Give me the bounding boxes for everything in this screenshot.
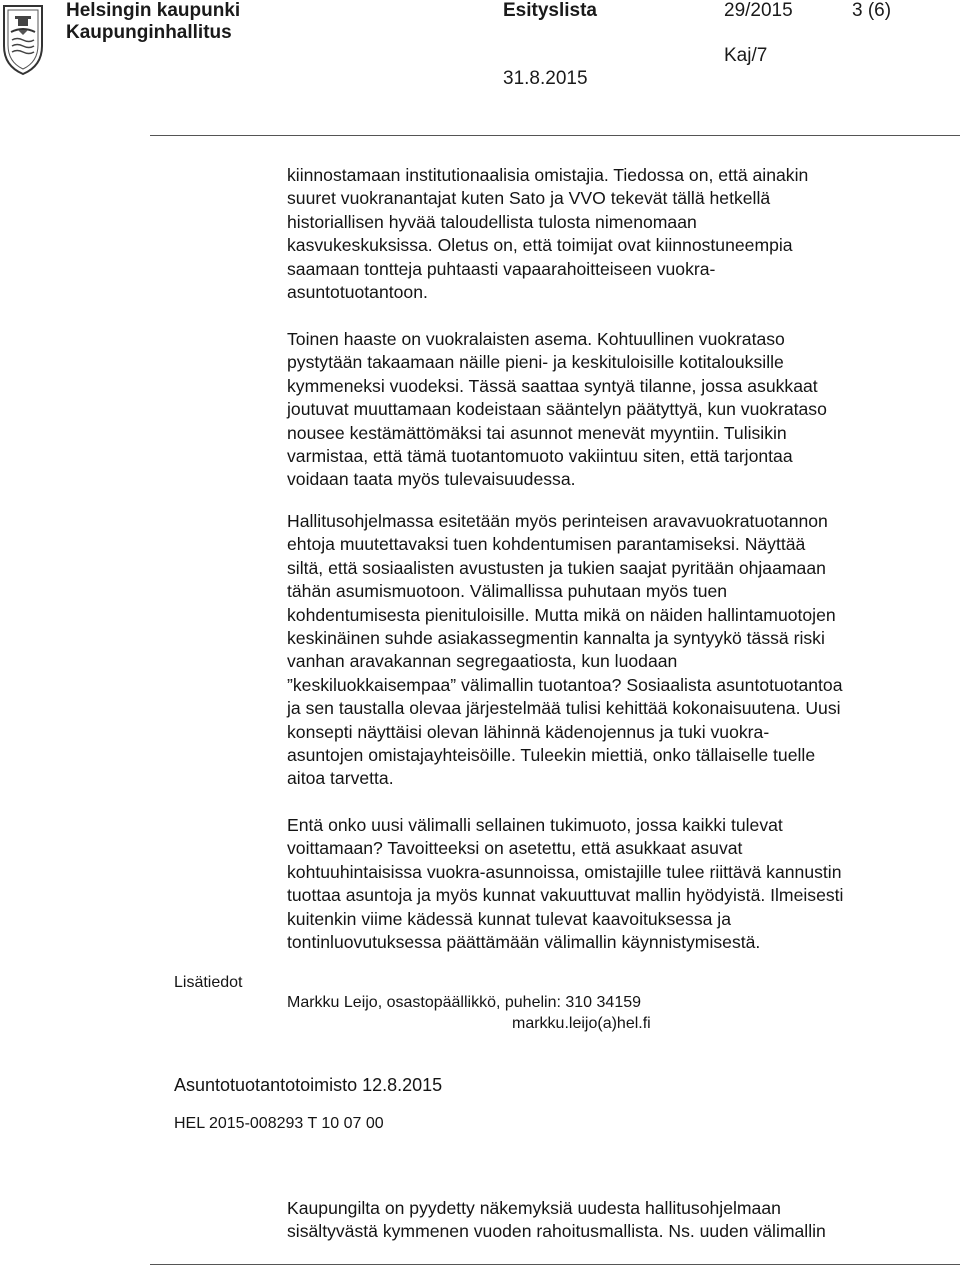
text-line: ”keskiluokkaisempaa” välimallin tuotantoa? Sosiaalista asuntotuotantoa	[287, 674, 843, 695]
text-line: kohtuuhintaisissa vuokra-asunnoissa, omistajille tulee riittävä kannustin	[287, 861, 842, 882]
text-line: vanhan aravakannan segregaatiosta, kun luodaan	[287, 651, 678, 672]
paragraph-2	[287, 328, 827, 492]
statement-body	[287, 1197, 826, 1244]
header-divider	[150, 135, 960, 136]
paragraph-1	[287, 164, 808, 304]
text-line: joutuvat muuttamaan kodeistaan sääntelyn päätyttyä, kun vuokrataso	[287, 399, 827, 420]
text-line: kuitenkin viime kädessä kunnat tulevat kaavoituksessa ja	[287, 908, 731, 929]
paragraph-3	[287, 510, 843, 791]
meeting-date: 31.8.2015	[503, 68, 588, 89]
footer-divider	[150, 1264, 960, 1265]
text-line: saamaan tontteja puhtaasti vapaarahoitteiseen vuokra-	[287, 258, 716, 279]
text-line: kymmeneksi vuodeksi. Tässä saattaa syntyä tilanne, jossa asukkaat	[287, 375, 818, 396]
text-line: ja sen taustalla olevaa järjestelmää tulisi kehittää kokonaisuutena. Uusi	[287, 698, 841, 719]
text-line: konsepti näyttäisi olevan lähinnä kädenojennus ja tuki vuokra-	[287, 721, 770, 742]
text-line: tuottaa asuntoja ja myös kunnat vakuuttuvat mallin hyödyistä. Ilmeisesti	[287, 885, 844, 906]
contact-email: markku.leijo(a)hel.fi	[512, 1015, 651, 1032]
text-line: nousee kestämättömäksi tai asunnot menevät myyntiin. Tulisikin	[287, 422, 787, 443]
agenda-item: Kaj/7	[724, 45, 768, 66]
text-line: kiinnostamaan institutionaalisia omistajia. Tiedossa on, että ainakin	[287, 165, 809, 185]
body-name: Kaupunginhallitus	[66, 22, 232, 43]
additional-info-label: Lisätiedot	[174, 974, 243, 991]
text-line: voidaan taata myös tulevaisuudessa.	[287, 469, 576, 490]
text-line: Entä onko uusi välimalli sellainen tukimuoto, jossa kaikki tulevat	[287, 815, 783, 835]
text-line: suuret vuokranantajat kuten Sato ja VVO tekevät tällä hetkellä	[287, 188, 771, 209]
text-line: Kaupungilta on pyydetty näkemyksiä uudesta hallitusohjelmaan	[287, 1198, 781, 1218]
contact-person: Markku Leijo, osastopäällikkö, puhelin: 310 34159	[287, 994, 642, 1011]
text-line: pystytään takaamaan näille pieni- ja keskituloisille kotitalouksille	[287, 352, 784, 373]
document-number: 29/2015	[724, 0, 793, 21]
text-line: voittamaan? Tavoitteeksi on asetettu, että asukkaat asuvat	[287, 838, 743, 859]
text-line: varmistaa, että tämä tuotantomuoto vakiintuu siten, että tarjontaa	[287, 446, 793, 467]
helsinki-coat-of-arms-logo	[0, 2, 46, 78]
text-line: historiallisen hyvää taloudellista tulosta nimenomaan	[287, 211, 697, 232]
text-line: tähän asumismuotoon. Välimallissa puhutaan myös tuen	[287, 581, 728, 602]
paragraph-4	[287, 814, 843, 954]
text-line: sisältyvästä kymmenen vuoden rahoitusmallista. Ns. uuden välimallin	[287, 1221, 826, 1242]
text-line: Toinen haaste on vuokralaisten asema. Kohtuullinen vuokrataso	[287, 329, 785, 349]
text-line: Hallitusohjelmassa esitetään myös perinteisen aravavuokratuotannon	[287, 511, 828, 531]
text-line: aitoa tarvetta.	[287, 768, 394, 789]
statement-title: Asuntotuotantotoimisto 12.8.2015	[174, 1075, 443, 1095]
text-line: siltä, että sosiaalisten avustusten ja tukien saajat pyritään ohjaamaan	[287, 557, 826, 578]
text-line: kasvukeskuksissa. Oletus on, että toimijat ovat kiinnostuneempia	[287, 235, 793, 256]
text-line: kohdentumisesta pienituloisille. Mutta mikä on näiden hallintamuotojen	[287, 604, 836, 625]
text-line: keskinäinen suhde asiakassegmentin kannalta ja syntyykö tässä riski	[287, 628, 825, 649]
page-number: 3 (6)	[852, 0, 892, 21]
text-line: ehtoja muutettavaksi tuen kohdentumisen parantamiseksi. Näyttää	[287, 534, 806, 555]
text-line: tontinluovutuksessa päättämään välimallin käynnistymisestä.	[287, 932, 761, 953]
text-line: asuntotuotantoon.	[287, 282, 428, 303]
organization-name: Helsingin kaupunki	[66, 0, 241, 21]
document-type: Esityslista	[503, 0, 597, 21]
statement-reference: HEL 2015-008293 T 10 07 00	[174, 1115, 384, 1132]
text-line: asuntojen omistajayhteisöille. Tuleekin miettiä, onko tällaiselle tuelle	[287, 745, 816, 766]
